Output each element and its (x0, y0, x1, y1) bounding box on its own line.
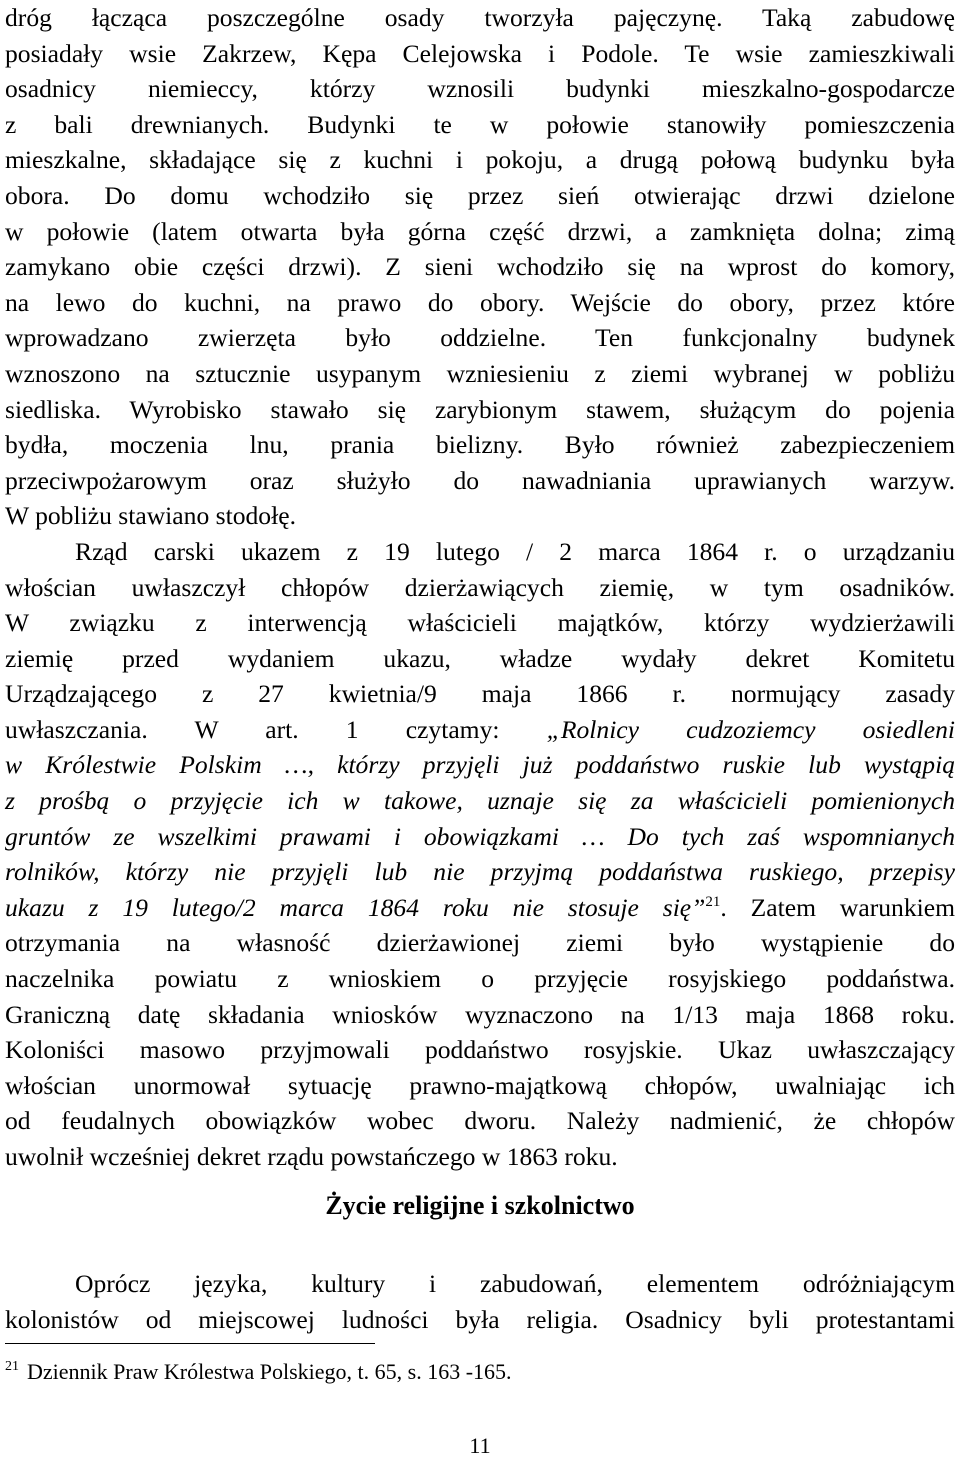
text-line: w połowie (latem otwarta była górna część drzwi, a zamknięta dolna; zimą (5, 216, 955, 246)
text-line: otrzymania na własność dzierżawionej ziemi było wystąpienie do (5, 928, 955, 958)
text-line: włościan uwłaszczył chłopów dzierżawiących ziemię, w tym osadników. (5, 572, 955, 602)
text-line: mieszkalne, składające się z kuchni i pokoju, a drugą połową budynku była (5, 145, 955, 175)
text-line: na lewo do kuchni, na prawo do obory. Wejście do obory, przez które (5, 287, 955, 317)
text-line: Urządzającego z 27 kwietnia/9 maja 1866 r. normujący zasady (5, 679, 955, 709)
text-line: wznoszono na sztucznie usypanym wzniesieniu z ziemi wybranej w pobliżu (5, 358, 955, 388)
quote-segment: „Rolnicy cudzoziemcy osiedleni (546, 714, 956, 744)
footnote-text: Dziennik Praw Królestwa Polskiego, t. 65, s. 163 -165. (27, 1359, 512, 1384)
footnote: $^{21}$ Dziennik Praw Królestwa Polskiego, t. 65, s. 163 -165. (5, 1359, 512, 1384)
text-line: Rząd carski ukazem z 19 lutego / 2 marca 1864 r. o urządzaniu (75, 536, 955, 566)
text-line: przeciwpożarowym oraz służyło do nawadniania uprawianych warzyw. (5, 465, 955, 495)
footnote-separator (5, 1343, 375, 1344)
page-number: 11 (469, 1433, 491, 1458)
text-line: W związku z interwencją właścicieli majątków, którzy wydzierżawili (5, 608, 955, 638)
text-line: obora. Do domu wchodziło się przez sień otwierając drzwi dzielone (5, 180, 955, 210)
text-line: dróg łącząca poszczególne osady tworzyła pajęczynę. Taką zabudowę (5, 3, 955, 32)
text-line: zamykano obie części drzwi). Z sieni wchodziło się na wprost do komory, (5, 252, 955, 282)
quote-line: rolników, którzy nie przyjęli lub nie przyjmą poddaństwa ruskiego, przepisy (5, 857, 955, 887)
paragraph-housing (5, 0, 955, 534)
text-line: włościan unormował sytuację prawno-majątkową chłopów, uwalniając ich (5, 1070, 955, 1100)
text-line-last: uwolnił wcześniej dekret rządu powstańczego w 1863 roku. (5, 1142, 618, 1171)
quote-line: z prośbą o przyjęcie ich w takowe, uznaje się za właścicieli pomienionych (5, 786, 955, 816)
text-line: z bali drewnianych. Budynki te w połowie stanowiły pomieszczenia (5, 109, 955, 139)
quote-line: w Królestwie Polskim …, którzy przyjęli już poddaństwo ruskie lub wystąpią (5, 750, 955, 780)
text-line-last: W pobliżu stawiano stodołę. (5, 501, 296, 531)
main-text-block (5, 0, 955, 1175)
text-line: naczelnika powiatu z wnioskiem o przyjęcie rosyjskiego poddaństwa. (5, 964, 955, 994)
paragraph-religion (5, 1266, 955, 1339)
text-line: osadnicy niemieccy, którzy wznosili budynki mieszkalno-gospodarcze (5, 74, 955, 104)
text-segment: uwłaszczania. W art. 1 czytamy: (5, 714, 547, 744)
text-line: ziemię przed wydaniem ukazu, władze wydały dekret Komitetu (5, 643, 955, 673)
text-line: Koloniści masowo przyjmowali poddaństwo rosyjskie. Ukaz uwłaszczający (5, 1035, 955, 1065)
section-heading: Życie religijne i szkolnictwo (325, 1191, 635, 1220)
text-line: posiadały wsie Zakrzew, Kępa Celejowska i Podole. Te wsie zamieszkiwali (5, 38, 955, 68)
paragraph-enfranchisement (5, 534, 955, 1175)
text-segment: . Zatem warunkiem (720, 892, 956, 922)
religion-text-block (5, 1240, 955, 1364)
text-line: Graniczną datę składania wniosków wyznaczono na 1/13 maja 1868 roku. (5, 999, 955, 1029)
quote-segment: ukazu z 19 lutego/2 marca 1864 roku nie stosuje się” (5, 892, 706, 922)
text-line: Oprócz języka, kultury i zabudowań, elementem odróżniającym (75, 1268, 955, 1298)
text-line: siedliska. Wyrobisko stawało się zarybionym stawem, służącym do pojenia (5, 394, 955, 424)
text-line: bydła, moczenia lnu, prania bielizny. Było również zabezpieczeniem (5, 430, 955, 460)
quote-line: gruntów ze wszelkimi prawami i obowiązkami … Do tych zaś wspomnianych (5, 821, 955, 851)
text-line-with-quote (5, 712, 955, 748)
quote-end-line (5, 890, 955, 926)
footnote-reference[interactable]: 21 (705, 893, 721, 910)
text-line: wprowadzano zwierzęta było oddzielne. Ten funkcjonalny budynek (5, 323, 955, 353)
text-line: kolonistów od miejscowej ludności była religia. Osadnicy byli protestantami (5, 1305, 955, 1334)
text-line: od feudalnych obowiązków wobec dworu. Należy nadmienić, że chłopów (5, 1106, 955, 1136)
